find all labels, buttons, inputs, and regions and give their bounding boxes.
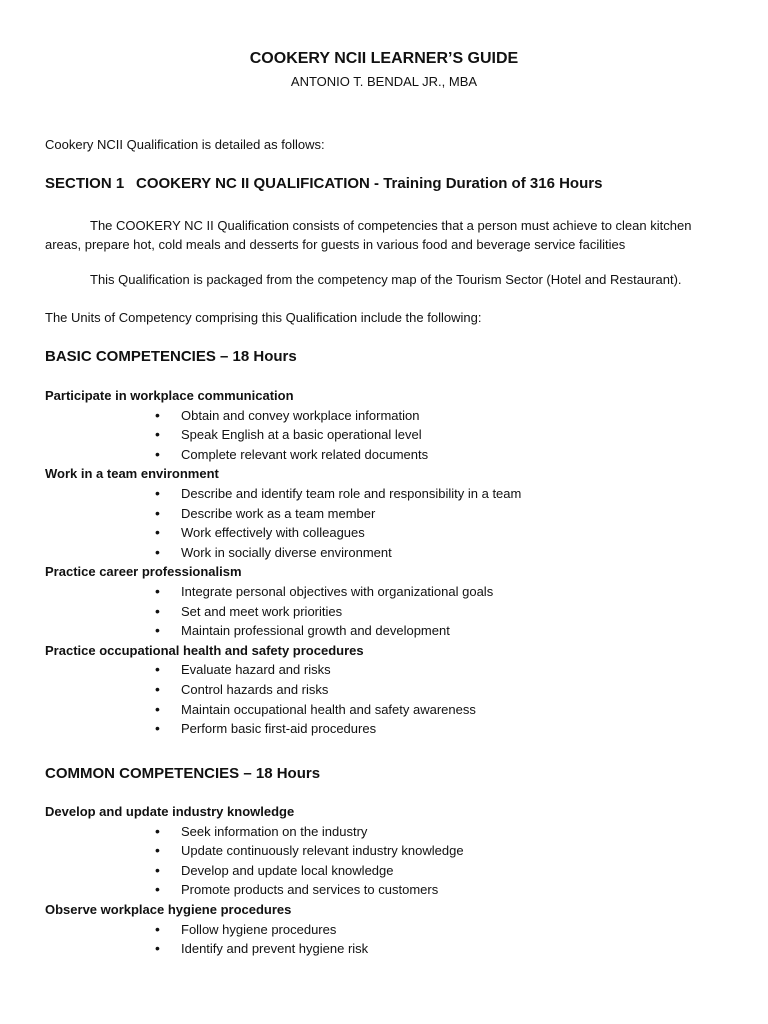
- list-item: [45, 425, 728, 445]
- basic-competencies-heading: BASIC COMPETENCIES – 18 Hours: [45, 348, 297, 365]
- bullet-icon: •: [155, 602, 160, 619]
- list-item-text: Obtain and convey workplace information: [181, 407, 420, 423]
- intro-text: Cookery NCII Qualification is detailed as follows:: [45, 137, 325, 152]
- list-item: [45, 582, 728, 602]
- list-item: [45, 621, 728, 641]
- list-item-text: Control hazards and risks: [181, 681, 329, 697]
- list-item-text: Promote products and services to customers: [181, 882, 439, 898]
- bullet-icon: •: [155, 700, 160, 717]
- author-name: ANTONIO T. BENDAL JR., MBA: [290, 74, 478, 89]
- list-item: [45, 504, 728, 524]
- list-item: [45, 822, 728, 842]
- competency-unit: [45, 900, 728, 959]
- competency-unit: [45, 464, 728, 562]
- list-item: [45, 523, 728, 543]
- section-title: COOKERY NC II QUALIFICATION - Training Duration of 316 Hours: [136, 175, 603, 192]
- list-item: [45, 880, 728, 900]
- bullet-icon: •: [155, 445, 160, 462]
- list-item-text: Complete relevant work related documents: [181, 446, 429, 462]
- bullet-icon: •: [155, 504, 160, 521]
- bullet-icon: •: [155, 484, 160, 501]
- list-item: [45, 861, 728, 881]
- competency-unit: [45, 562, 728, 640]
- competency-unit-title: Work in a team environment: [45, 466, 219, 482]
- list-item: [45, 484, 728, 504]
- competency-unit-title: Practice career professionalism: [45, 564, 242, 580]
- packaging-paragraph: [45, 272, 728, 287]
- competency-unit-title: Observe workplace hygiene procedures: [45, 901, 292, 917]
- competency-element-list: [45, 484, 728, 562]
- bullet-icon: •: [155, 842, 160, 859]
- bullet-icon: •: [155, 543, 160, 560]
- list-item: [45, 406, 728, 426]
- list-item-text: Perform basic first-aid procedures: [181, 721, 377, 737]
- list-item-text: Work effectively with colleagues: [181, 525, 365, 541]
- list-item-text: Maintain occupational health and safety awareness: [181, 701, 476, 717]
- list-item-text: Integrate personal objectives with organizational goals: [181, 583, 494, 599]
- qualification-paragraph-text: The COOKERY NC II Qualification consists of competencies that a person must achieve to clean kitchen areas, prepare hot, cold meals and desserts for guests in various food and beverage service facilities: [45, 218, 692, 252]
- list-item-text: Describe and identify team role and responsibility in a team: [181, 485, 522, 501]
- list-item-text: Speak English at a basic operational level: [181, 427, 422, 443]
- competency-unit-title: Develop and update industry knowledge: [45, 804, 295, 819]
- list-item-text: Evaluate hazard and risks: [181, 662, 331, 678]
- document-title: COOKERY NCII LEARNER’S GUIDE: [249, 50, 519, 67]
- list-item-text: Follow hygiene procedures: [181, 921, 337, 937]
- list-item: [45, 700, 728, 720]
- bullet-icon: •: [155, 822, 160, 839]
- bullet-icon: •: [155, 661, 160, 678]
- competency-element-list: [45, 406, 728, 465]
- bullet-icon: •: [155, 622, 160, 639]
- list-item-text: Identify and prevent hygiene risk: [181, 941, 369, 957]
- packaging-paragraph-text: This Qualification is packaged from the competency map of the Tourism Sector (Hotel and Restaurant).: [90, 272, 682, 287]
- bullet-icon: •: [155, 406, 160, 423]
- list-item-text: Develop and update local knowledge: [181, 862, 394, 878]
- list-item-text: Seek information on the industry: [181, 823, 368, 839]
- basic-competencies-list: [45, 386, 728, 739]
- competency-element-list: [45, 582, 728, 641]
- bullet-icon: •: [155, 524, 160, 541]
- list-item-text: Set and meet work priorities: [181, 603, 343, 619]
- bullet-icon: •: [155, 426, 160, 443]
- section-heading: [45, 175, 728, 192]
- common-competencies-list: [45, 802, 728, 959]
- competency-element-list: [45, 920, 728, 959]
- list-item: [45, 719, 728, 739]
- bullet-icon: •: [155, 881, 160, 898]
- competency-unit-title: Participate in workplace communication: [45, 388, 294, 403]
- competency-unit-title: Practice occupational health and safety procedures: [45, 642, 364, 658]
- list-item: [45, 939, 728, 959]
- list-item-text: Update continuously relevant industry knowledge: [181, 843, 464, 859]
- competency-unit: [45, 802, 728, 900]
- list-item: [45, 680, 728, 700]
- bullet-icon: •: [155, 920, 160, 937]
- list-item: [45, 660, 728, 680]
- competency-unit: [45, 641, 728, 739]
- list-item-text: Describe work as a team member: [181, 505, 376, 521]
- competency-element-list: [45, 660, 728, 738]
- competency-element-list: [45, 822, 728, 900]
- list-item: [45, 543, 728, 563]
- list-item-text: Maintain professional growth and development: [181, 623, 450, 639]
- list-item: [45, 445, 728, 465]
- bullet-icon: •: [155, 940, 160, 957]
- qualification-paragraph: [45, 216, 728, 254]
- list-item: [45, 602, 728, 622]
- units-intro: The Units of Competency comprising this Qualification include the following:: [45, 310, 482, 325]
- bullet-icon: •: [155, 720, 160, 737]
- list-item-text: Work in socially diverse environment: [181, 544, 392, 560]
- list-item: [45, 841, 728, 861]
- list-item: [45, 920, 728, 940]
- competency-unit: [45, 386, 728, 464]
- bullet-icon: •: [155, 582, 160, 599]
- bullet-icon: •: [155, 861, 160, 878]
- section-number: SECTION 1: [45, 175, 125, 192]
- common-competencies-heading: COMMON COMPETENCIES – 18 Hours: [45, 765, 321, 782]
- bullet-icon: •: [155, 680, 160, 697]
